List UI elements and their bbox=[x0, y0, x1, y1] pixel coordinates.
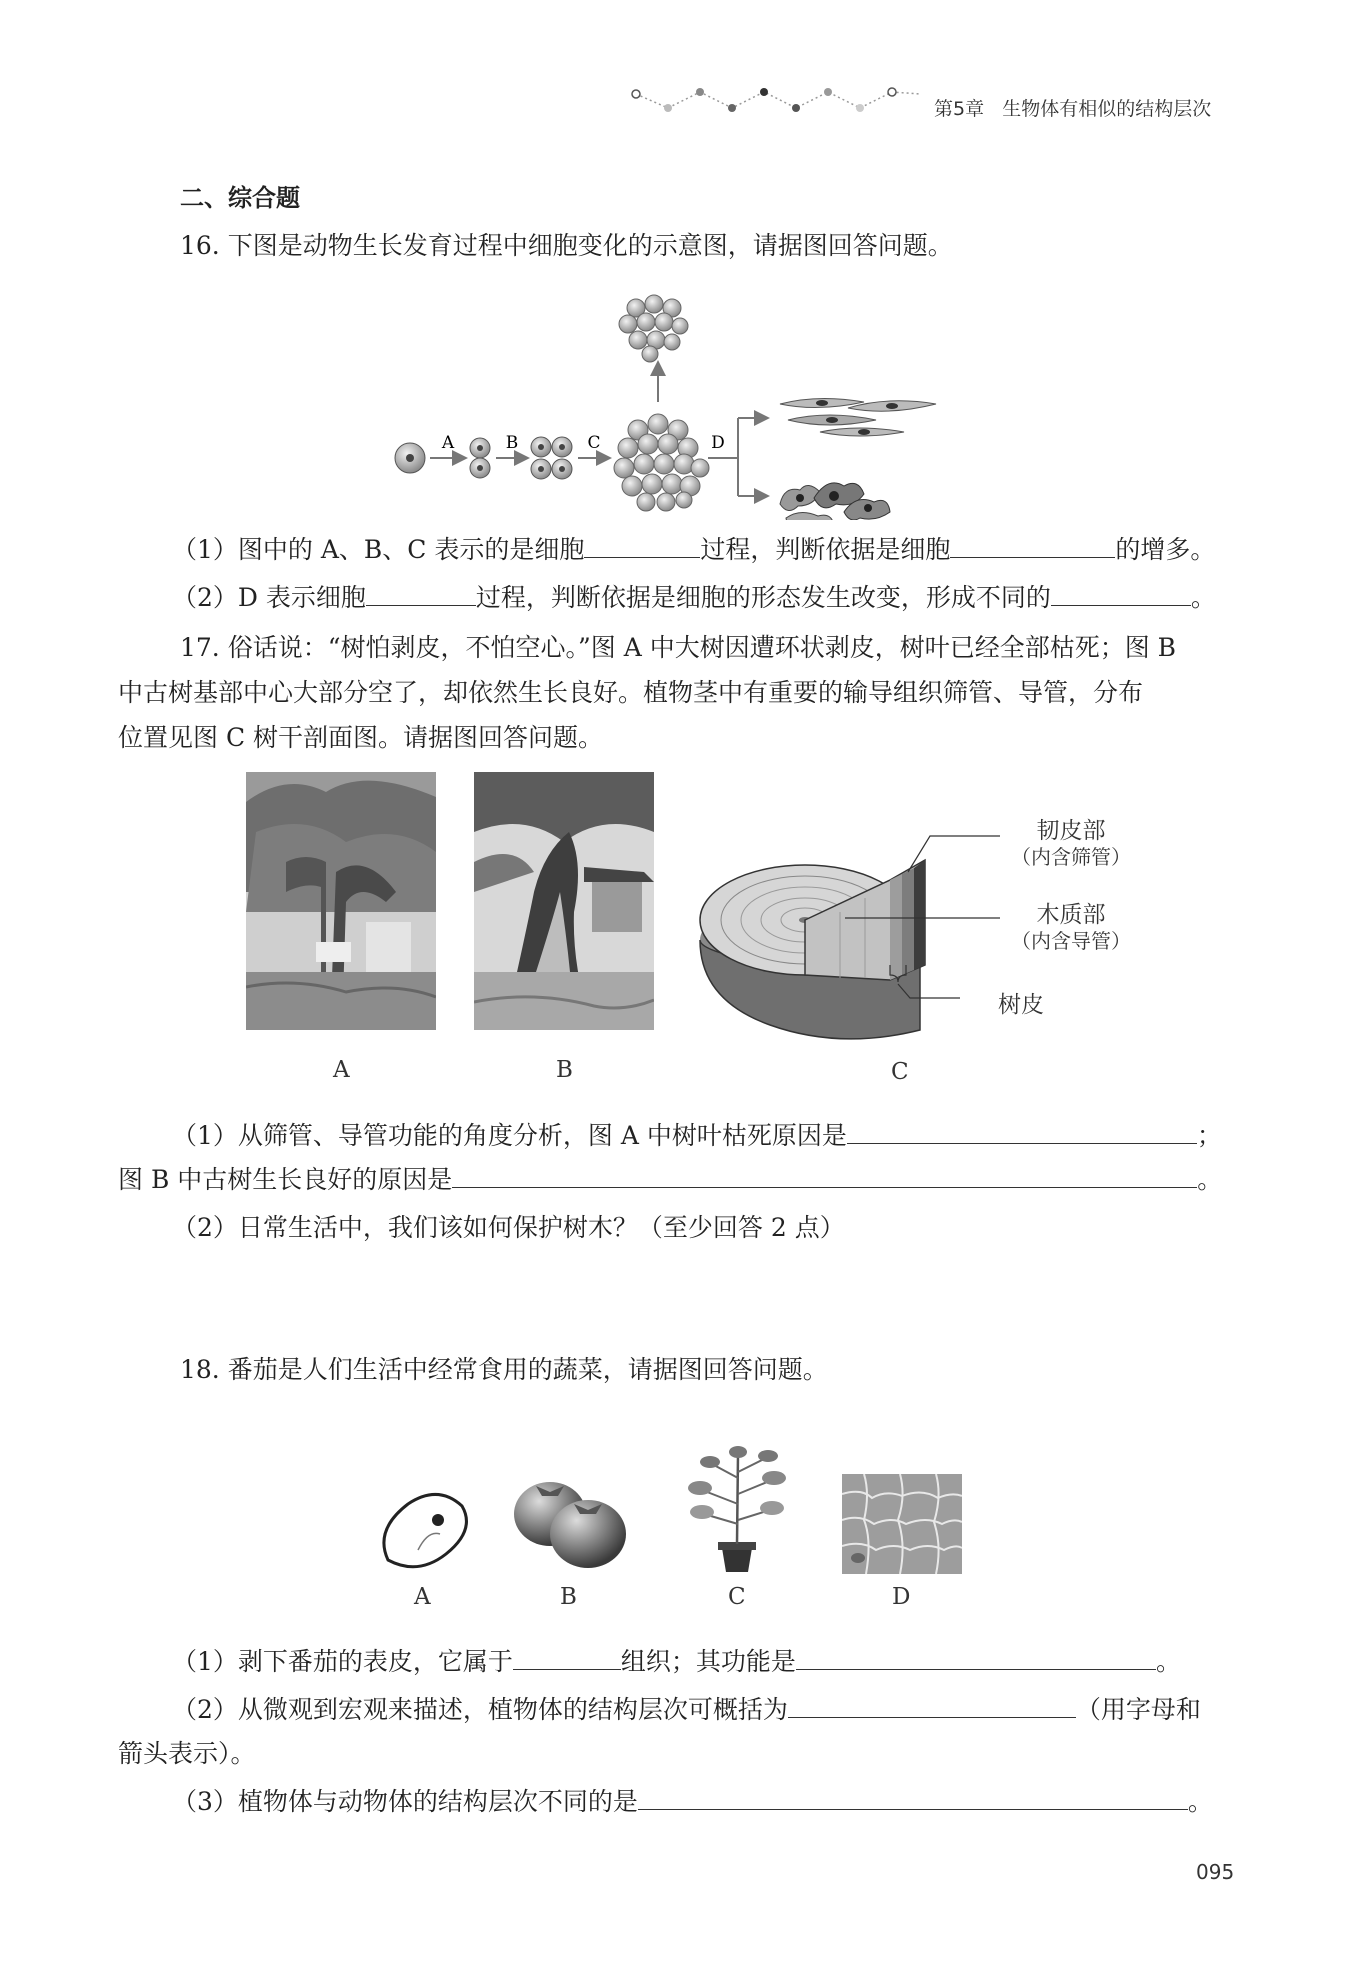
label-a: A bbox=[441, 433, 455, 453]
header-decoration bbox=[628, 84, 928, 120]
q18-blank2[interactable] bbox=[796, 1647, 1156, 1670]
q17-part1: （1）从筛管、导管功能的角度分析，图 A 中树叶枯死原因是 ； bbox=[172, 1121, 1222, 1150]
q16-blank2[interactable] bbox=[950, 535, 1115, 558]
q16-stem: 16. 下图是动物生长发育过程中细胞变化的示意图，请据图回答问题。 bbox=[180, 231, 953, 260]
single-cell bbox=[395, 443, 425, 473]
section-title: 二、综合题 bbox=[180, 184, 300, 212]
cell-cluster bbox=[614, 414, 709, 511]
label-xylem: 木质部 bbox=[1036, 902, 1106, 928]
q18-part1: （1）剥下番茄的表皮，它属于 组织；其功能是 。 bbox=[172, 1647, 1181, 1676]
chapter-title: 生物体有相似的结构层次 bbox=[1002, 98, 1212, 120]
q17-part2: （2）日常生活中，我们该如何保护树木？（至少回答 2 点） bbox=[172, 1213, 845, 1242]
cell-differentiation-diagram bbox=[388, 290, 968, 520]
q16-blank3[interactable] bbox=[366, 583, 476, 606]
q18-caption-d: D bbox=[892, 1584, 911, 1610]
chapter-number: 第5章 bbox=[934, 98, 985, 120]
q16-part2: （2）D 表示细胞 过程，判断依据是细胞的形态发生改变，形成不同的 。 bbox=[172, 583, 1216, 612]
fig-a-cell bbox=[378, 1490, 470, 1572]
label-phloem: 韧皮部 bbox=[1036, 818, 1106, 844]
q16-part1: （1）图中的 A、B、C 表示的是细胞 过程，判断依据是细胞 的增多。 bbox=[172, 535, 1216, 564]
chapter-header bbox=[934, 94, 1211, 121]
irregular-cells bbox=[780, 483, 890, 520]
photo-a-girdled-tree bbox=[246, 772, 436, 1030]
caption-a: A bbox=[333, 1057, 350, 1083]
q17-line2: 中古树基部中心大部分空了，却依然生长良好。植物茎中有重要的输导组织筛管、导管，分布 bbox=[118, 678, 1144, 707]
q18-blank3[interactable] bbox=[788, 1695, 1076, 1718]
q18-stem: 18. 番茄是人们生活中经常食用的蔬菜，请据图回答问题。 bbox=[180, 1355, 828, 1384]
fig-b-tomatoes bbox=[500, 1472, 635, 1572]
label-phloem-group bbox=[1006, 818, 1136, 870]
q18-blank1[interactable] bbox=[513, 1647, 621, 1670]
q18-blank4[interactable] bbox=[638, 1787, 1188, 1810]
two-cells bbox=[470, 438, 490, 478]
spindle-cells bbox=[780, 398, 936, 436]
tissue-cluster-top bbox=[619, 295, 688, 362]
fig-c-tomato-plant bbox=[672, 1444, 802, 1574]
q17-line1: 17. 俗话说：“树怕剥皮，不怕空心。”图 A 中大树因遭环状剥皮，树叶已经全部枯死；图 B bbox=[180, 633, 1177, 662]
q17-blank1[interactable] bbox=[847, 1121, 1197, 1144]
label-b: B bbox=[505, 433, 519, 453]
label-xylem-group bbox=[1006, 902, 1136, 954]
caption-b: B bbox=[556, 1057, 573, 1083]
q18-part2: （2）从微观到宏观来描述，植物体的结构层次可概括为 （用字母和 bbox=[172, 1695, 1201, 1724]
label-xylem-note: （内含导管） bbox=[1011, 929, 1131, 953]
fig-d-epidermis-tissue bbox=[842, 1474, 962, 1574]
q17-line3: 位置见图 C 树干剖面图。请据图回答问题。 bbox=[118, 723, 604, 752]
q16-blank4[interactable] bbox=[1051, 583, 1191, 606]
label-bark: 树皮 bbox=[998, 992, 1044, 1018]
four-cells bbox=[531, 437, 572, 479]
q18-caption-b: B bbox=[560, 1584, 577, 1610]
q18-part3: （3）植物体与动物体的结构层次不同的是 。 bbox=[172, 1787, 1213, 1816]
photo-b-hollow-tree bbox=[474, 772, 654, 1030]
label-d: D bbox=[711, 433, 725, 453]
q18-caption-c: C bbox=[728, 1584, 746, 1610]
q17-blank2[interactable] bbox=[452, 1165, 1197, 1188]
q16-blank1[interactable] bbox=[584, 535, 700, 558]
q18-part2-cont: 箭头表示）。 bbox=[118, 1739, 256, 1768]
q18-caption-a: A bbox=[414, 1584, 431, 1610]
label-phloem-note: （内含筛管） bbox=[1011, 845, 1131, 869]
caption-c: C bbox=[891, 1059, 909, 1085]
label-c: C bbox=[587, 433, 601, 453]
q17-part1-cont: 图 B 中古树生长良好的原因是 。 bbox=[118, 1165, 1223, 1194]
page-number: 095 bbox=[1196, 1860, 1235, 1884]
